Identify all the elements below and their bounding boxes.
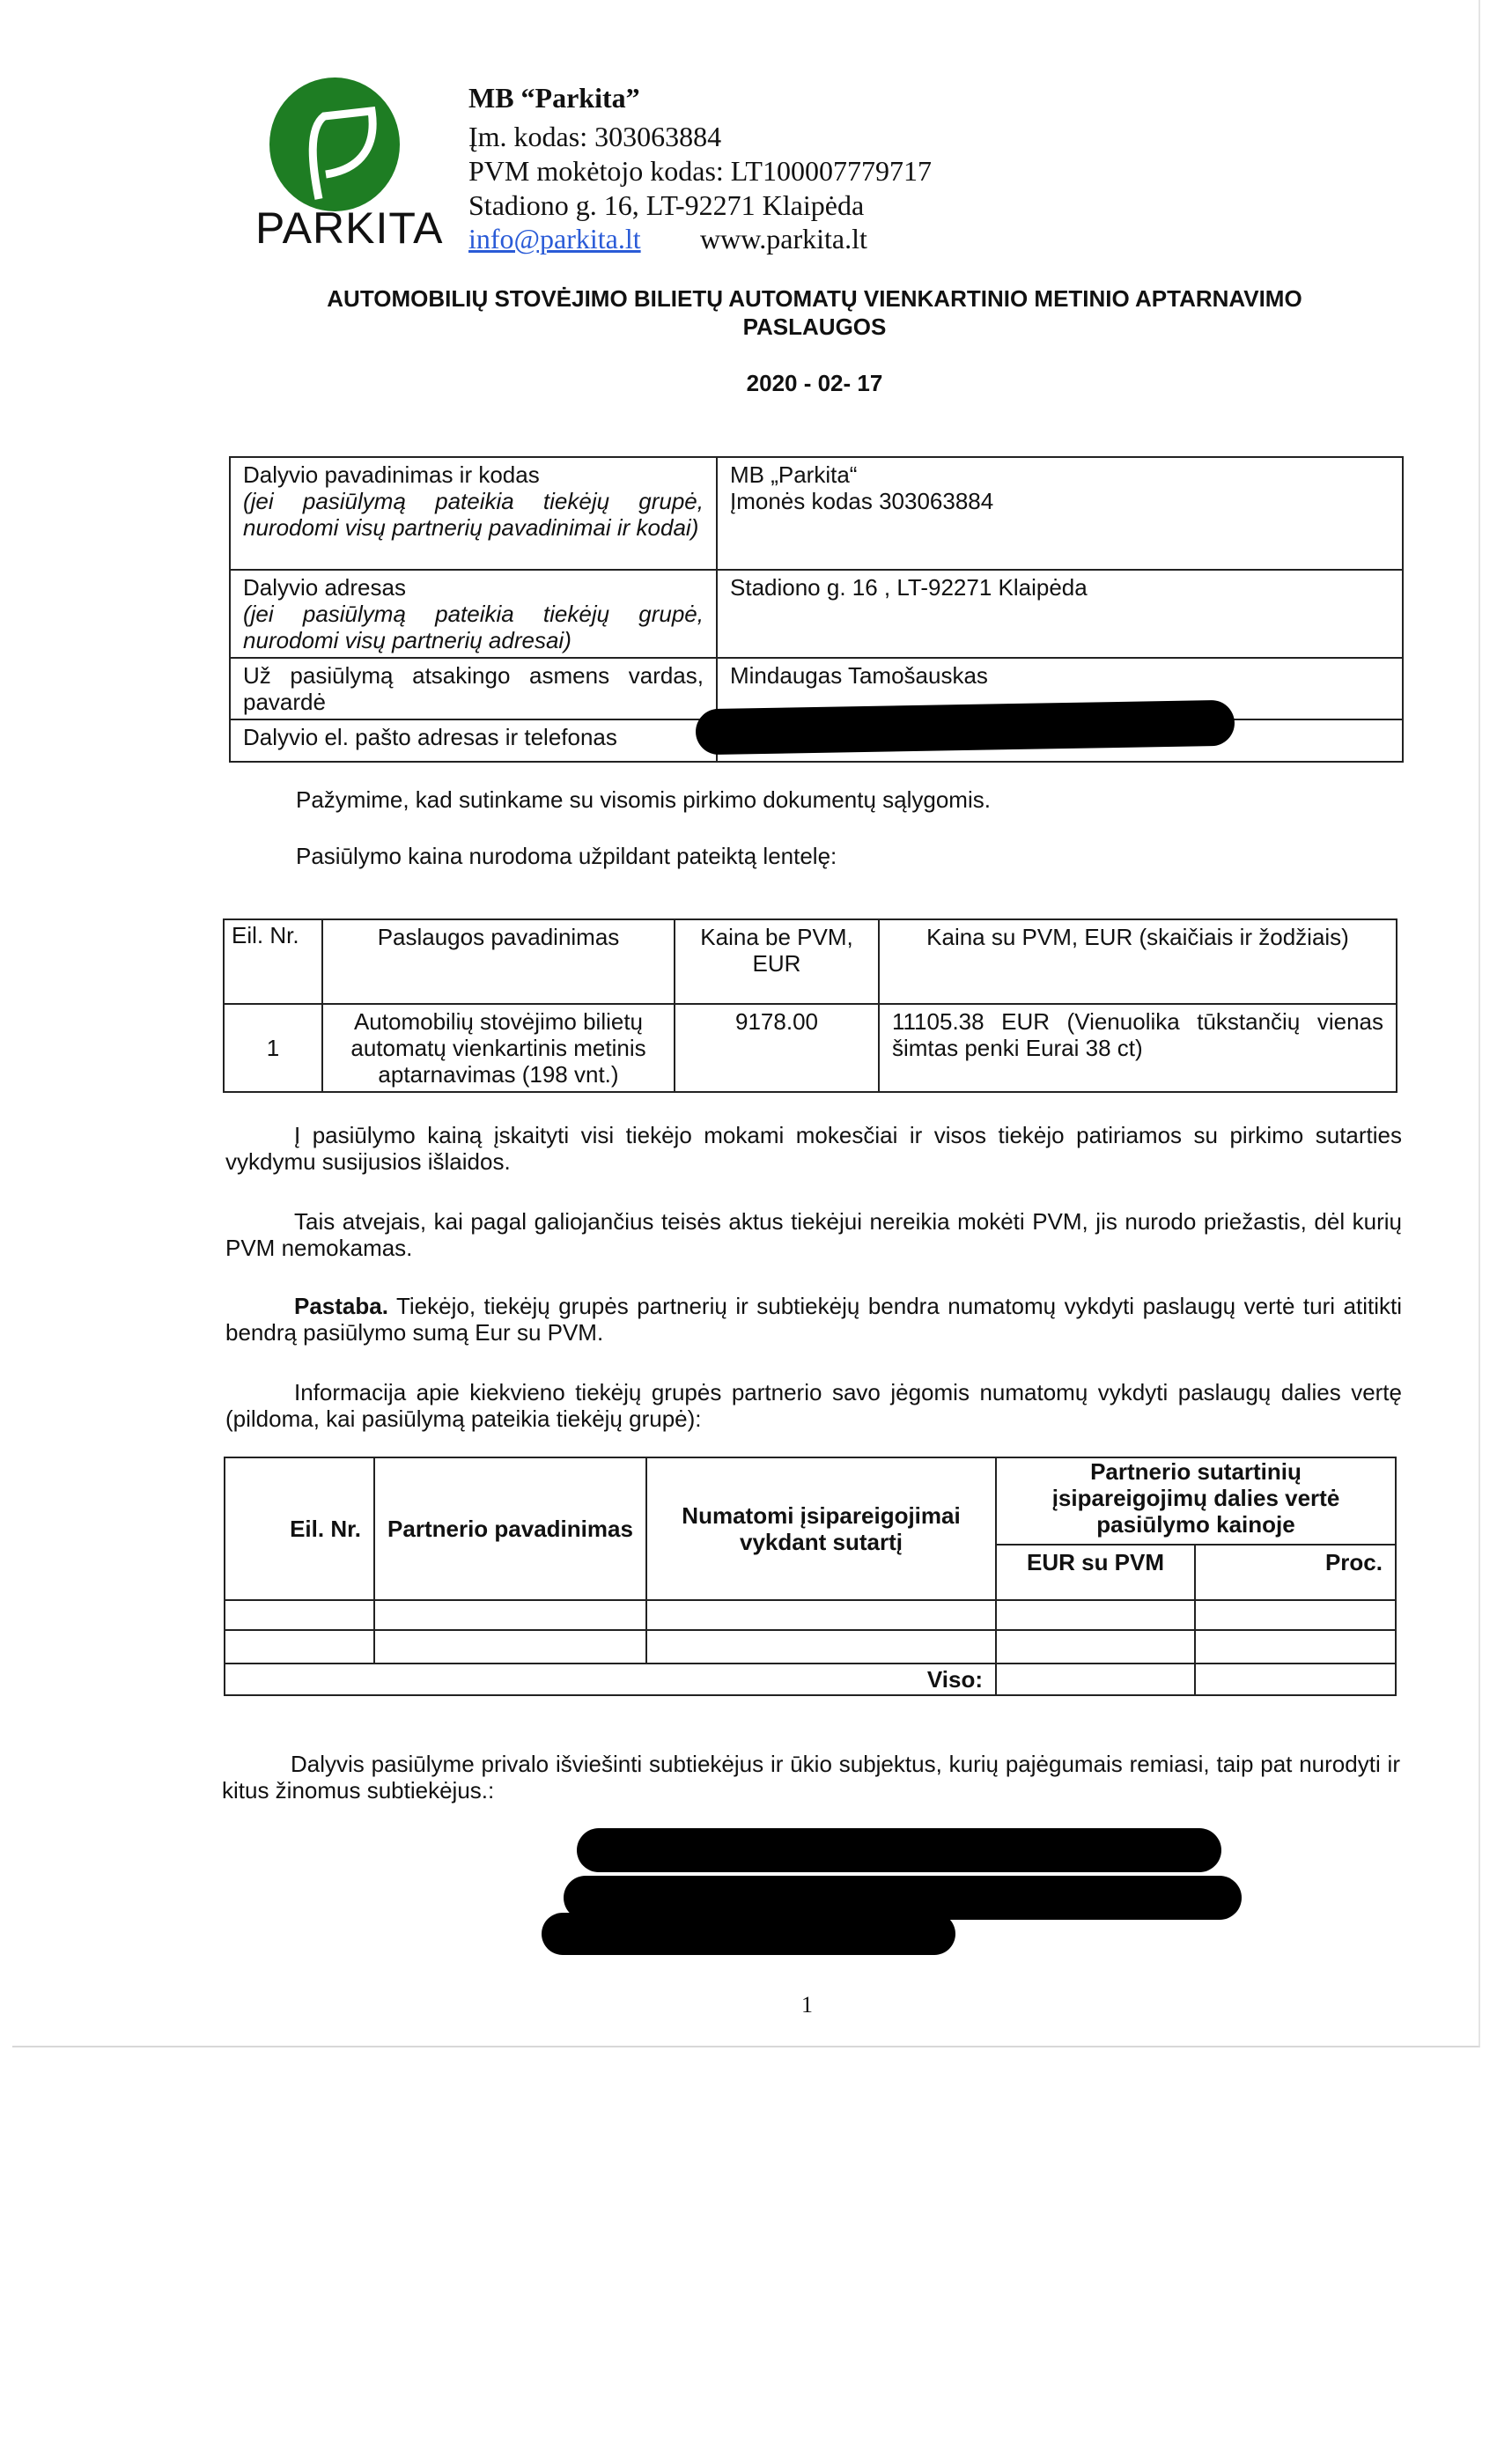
document-title-line1: AUTOMOBILIŲ STOVĖJIMO BILIETŲ AUTOMATŲ VIENKARTINIO METINIO APTARNAVIMO: [327, 285, 1302, 312]
paragraph-note: [225, 1293, 1402, 1346]
participant-name: MB „Parkita“: [730, 461, 858, 488]
header-nr: Eil. Nr.: [224, 919, 322, 1004]
company-vat: PVM mokėtojo kodas: LT100007779717: [468, 155, 932, 187]
paragraph-vat: [225, 1208, 1402, 1261]
header-nr: Eil. Nr.: [225, 1457, 374, 1600]
table-header-row: [224, 919, 1397, 1004]
paragraph-partner-info: [225, 1379, 1402, 1432]
row-service: Automobilių stovėjimo bilietų automatų vienkartinis metinis aptarnavimas (198 vnt.): [322, 1004, 675, 1092]
company-email-link[interactable]: info@parkita.lt: [468, 223, 641, 255]
parkita-logo: [255, 76, 444, 253]
label-note: (jei pasiūlymą pateikia tiekėjų grupė, nurodomi visų partnerių pavadinimai ir kodai): [243, 488, 704, 541]
table-header-row: [225, 1457, 1396, 1545]
note-label: Pastaba.: [294, 1293, 388, 1319]
header-price-no-vat: Kaina be PVM, EUR: [675, 919, 879, 1004]
logo-text: PARKITA: [255, 203, 444, 253]
leaf-logo-icon: [255, 76, 431, 217]
table-row: [230, 570, 1403, 658]
header-service: Paslaugos pavadinimas: [322, 919, 675, 1004]
document-date: 2020 - 02- 17: [746, 370, 883, 396]
label: Dalyvio adresas: [243, 574, 406, 601]
row-nr: 1: [224, 1004, 322, 1092]
header-partner-value: Partnerio sutartinių įsipareigojimų dalies vertė pasiūlymo kainoje: [996, 1457, 1396, 1545]
paragraph-text: Į pasiūlymo kainą įskaityti visi tiekėjo mokami mokesčiai ir visos tiekėjo patiriamos su pirkimo sutarties vykdymu susijusios išlaidos.: [225, 1122, 1402, 1175]
price-table: [223, 918, 1397, 1093]
redaction-mark: [577, 1828, 1221, 1872]
price-intro: Pasiūlymo kaina nurodoma užpildant pateiktą lentelę:: [296, 843, 837, 869]
row-price-vat: 11105.38 EUR (Vienuolika tūkstančių vienas šimtas penki Eurai 38 ct): [879, 1004, 1397, 1092]
header-partner-name: Partnerio pavadinimas: [374, 1457, 646, 1600]
responsible-person: Mindaugas Tamošauskas: [717, 658, 1403, 719]
company-website: www.parkita.lt: [700, 223, 867, 255]
confirm-text: Pažymime, kad sutinkame su visomis pirkimo dokumentų sąlygomis.: [296, 786, 991, 813]
company-name: MB “Parkita”: [468, 82, 640, 114]
label: Dalyvio el. pašto adresas ir telefonas: [230, 719, 717, 762]
label-note: (jei pasiūlymą pateikia tiekėjų grupė, nurodomi visų partnerių adresai): [243, 601, 704, 653]
company-address: Stadiono g. 16, LT-92271 Klaipėda: [468, 189, 865, 221]
table-row: [224, 1004, 1397, 1092]
header-obligations: Numatomi įsipareigojimai vykdant sutartį: [646, 1457, 996, 1600]
page-number: 1: [801, 1992, 813, 2018]
table-row: [230, 457, 1403, 570]
header-eur: EUR su PVM: [996, 1545, 1195, 1600]
document-title-line2: PASLAUGOS: [742, 314, 887, 340]
row-price-no-vat: 9178.00: [675, 1004, 879, 1092]
paragraph-subcontractors: [222, 1751, 1400, 1804]
paragraph-text: Tais atvejais, kai pagal galiojančius teisės aktus tiekėjui nereikia mokėti PVM, jis nurodo priežastis, dėl kurių PVM nemokamas.: [225, 1208, 1402, 1261]
paragraph-text: Tiekėjo, tiekėjų grupės partnerių ir subtiekėjų bendra numatomų vykdyti paslaugų vertė turi atitikti bendrą pasiūlymo sumą Eur su PVM.: [225, 1293, 1402, 1346]
table-row: [225, 1600, 1396, 1630]
redaction-mark: [542, 1913, 955, 1955]
total-label: Viso:: [225, 1664, 996, 1695]
label: Už pasiūlymą atsakingo asmens vardas, pavardė: [230, 658, 717, 719]
paragraph-costs: [225, 1122, 1402, 1175]
table-row: [225, 1630, 1396, 1664]
label: Dalyvio pavadinimas ir kodas: [243, 461, 540, 488]
partner-table: [224, 1457, 1397, 1696]
paragraph-text: Dalyvis pasiūlyme privalo išviešinti subtiekėjus ir ūkio subjektus, kurių pajėgumais remiasi, taip pat nurodyti ir kitus žinomus subtiekėjus.:: [222, 1751, 1400, 1804]
participant-address: Stadiono g. 16 , LT-92271 Klaipėda: [730, 574, 1088, 601]
header-proc: Proc.: [1195, 1545, 1396, 1600]
table-total-row: [225, 1664, 1396, 1695]
company-code: Įm. kodas: 303063884: [468, 121, 722, 152]
header-price-vat: Kaina su PVM, EUR (skaičiais ir žodžiais): [879, 919, 1397, 1004]
paragraph-text: Informacija apie kiekvieno tiekėjų grupės partnerio savo jėgomis numatomų vykdyti paslaugų dalies vertę (pildoma, kai pasiūlymą pateikia tiekėjų grupė):: [225, 1379, 1402, 1432]
redaction-mark: [696, 700, 1235, 756]
participant-code: Įmonės kodas 303063884: [730, 488, 994, 514]
